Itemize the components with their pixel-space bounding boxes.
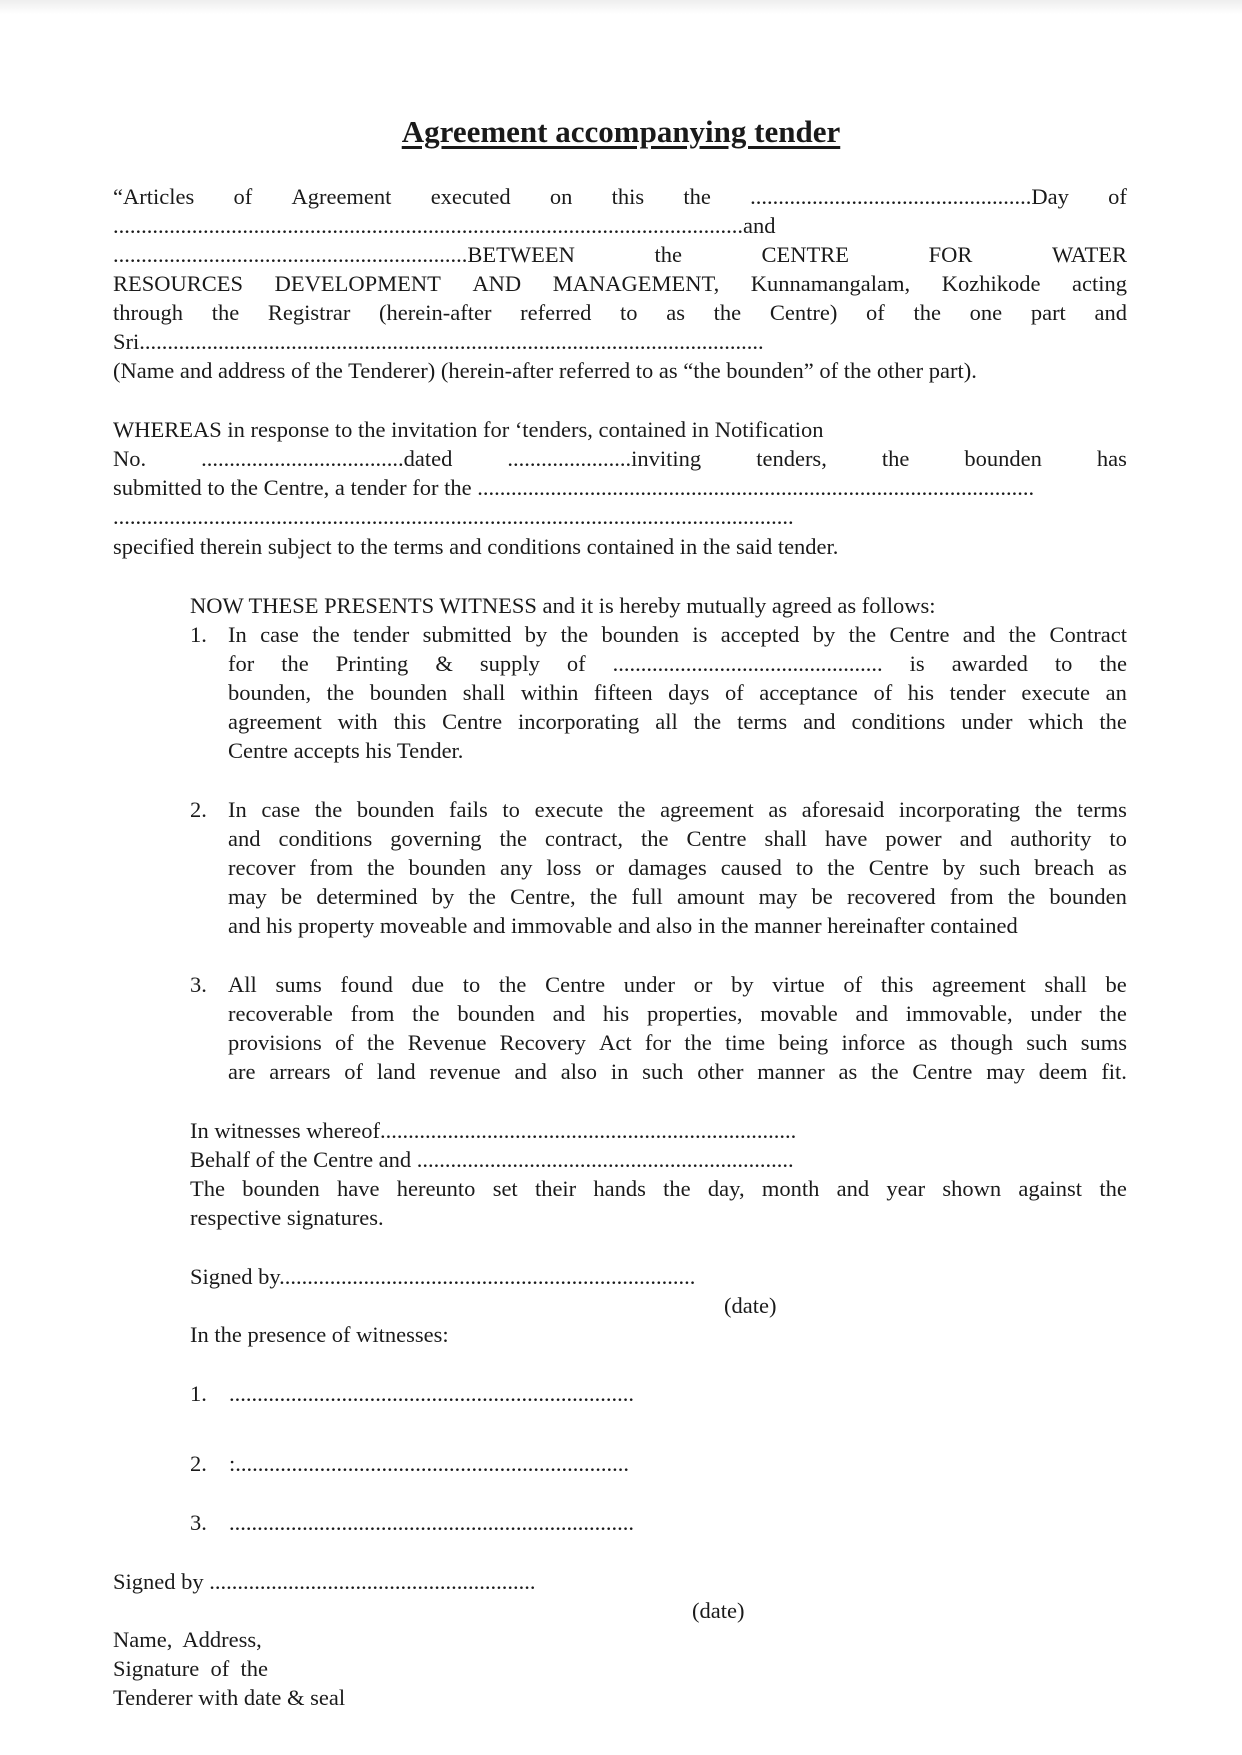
word: Act bbox=[599, 1030, 632, 1055]
word: the bbox=[881, 446, 910, 471]
word: properties, bbox=[646, 1001, 743, 1026]
word: of bbox=[843, 972, 863, 997]
clause-1-line-1 bbox=[228, 620, 1127, 649]
clause-2-line-4 bbox=[228, 882, 1127, 911]
witness-2-dots: :...................................................................... bbox=[229, 1451, 630, 1476]
word: bounden bbox=[601, 622, 679, 647]
word: set bbox=[492, 1176, 518, 1201]
word: bounden bbox=[369, 680, 448, 705]
word: No. bbox=[113, 446, 147, 471]
word: movable bbox=[760, 1001, 838, 1026]
word: have bbox=[336, 1176, 380, 1201]
word: “Articles bbox=[113, 184, 195, 209]
word: Centre, bbox=[510, 884, 576, 909]
word: all bbox=[655, 709, 678, 734]
word: such bbox=[1026, 1030, 1068, 1055]
word: ..................................................Day bbox=[750, 184, 1069, 209]
word: shall bbox=[1044, 972, 1087, 997]
word: In bbox=[228, 797, 247, 822]
word: Kozhikode bbox=[941, 271, 1041, 296]
clause-2-line-2 bbox=[228, 824, 1127, 853]
word: as bbox=[666, 300, 685, 325]
witnesses-whereof-line: In witnesses whereof.......................................................................... bbox=[190, 1118, 797, 1143]
word: the bbox=[1099, 1001, 1127, 1026]
word: by bbox=[431, 884, 455, 909]
footer-line-3: Tenderer with date & seal bbox=[113, 1685, 346, 1710]
word: virtue bbox=[772, 972, 825, 997]
witness-1-number: 1. bbox=[190, 1381, 207, 1406]
word: deem bbox=[1038, 1059, 1088, 1084]
word: within bbox=[520, 680, 579, 705]
word: MANAGEMENT, bbox=[552, 271, 720, 296]
word: accepted bbox=[720, 622, 800, 647]
word: or bbox=[595, 855, 615, 880]
word: the bbox=[1099, 651, 1127, 676]
word: Registrar bbox=[267, 300, 351, 325]
word: one bbox=[969, 300, 1003, 325]
word: which bbox=[1028, 709, 1084, 734]
word: arrears bbox=[269, 1059, 331, 1084]
word: Centre) bbox=[769, 300, 838, 325]
clause-1-line-4 bbox=[228, 707, 1127, 736]
word: agreement bbox=[932, 972, 1026, 997]
clause-2-line-5: and his property moveable and immovable and also in the manner hereinafter contained bbox=[228, 913, 1018, 938]
word: determined bbox=[316, 884, 418, 909]
clause-3-line-2 bbox=[228, 999, 1127, 1028]
word: case bbox=[260, 622, 299, 647]
word: power bbox=[885, 826, 942, 851]
word: Recovery bbox=[499, 1030, 586, 1055]
word: be bbox=[1105, 972, 1127, 997]
whereas-line-3: submitted to the Centre, a tender for the ................................................................................................... bbox=[113, 475, 1035, 500]
word: executed bbox=[430, 184, 511, 209]
word: RESOURCES bbox=[113, 271, 244, 296]
word: submitted bbox=[422, 622, 512, 647]
word: be bbox=[280, 884, 303, 909]
word: be bbox=[811, 884, 833, 909]
word: month bbox=[761, 1176, 820, 1201]
word: bounden bbox=[964, 446, 1042, 471]
word: ......................inviting bbox=[507, 446, 702, 471]
clause-2-line-3 bbox=[228, 853, 1127, 882]
word: the bbox=[498, 972, 527, 997]
word: conditions bbox=[851, 709, 946, 734]
word: from bbox=[350, 1001, 395, 1026]
whereas-line-5: specified therein subject to the terms and conditions contained in the said tender. bbox=[113, 534, 839, 559]
word: though bbox=[950, 1030, 1013, 1055]
word: by bbox=[812, 622, 836, 647]
word: an bbox=[1105, 680, 1127, 705]
word: and bbox=[959, 826, 993, 851]
witness-3-number: 3. bbox=[190, 1510, 207, 1535]
word: have bbox=[824, 826, 868, 851]
word: recoverable bbox=[228, 1001, 333, 1026]
word: and bbox=[836, 1176, 870, 1201]
preamble-line-7: (Name and address of the Tenderer) (herein-after referred to as “the bounden” of the other part). bbox=[113, 358, 977, 383]
word: to bbox=[502, 797, 520, 822]
word: the bbox=[713, 300, 742, 325]
word: as bbox=[918, 1030, 938, 1055]
word: WATER bbox=[1052, 242, 1127, 267]
word: bounden bbox=[242, 1176, 320, 1201]
word: this bbox=[880, 972, 914, 997]
word: as bbox=[1108, 855, 1127, 880]
word: (herein-after bbox=[379, 300, 492, 325]
word: inforce bbox=[841, 1030, 906, 1055]
word: provisions bbox=[228, 1030, 322, 1055]
word: incorporating bbox=[518, 709, 640, 734]
preamble-line-4 bbox=[113, 269, 1127, 298]
word: loss bbox=[546, 855, 582, 880]
word: the bbox=[499, 826, 527, 851]
word: time bbox=[725, 1030, 766, 1055]
word: the bbox=[641, 826, 669, 851]
word: immovable, bbox=[905, 1001, 1013, 1026]
word: conditions bbox=[278, 826, 373, 851]
word: as bbox=[768, 797, 788, 822]
word: terms bbox=[1076, 797, 1127, 822]
word: the bbox=[560, 622, 589, 647]
word: sums bbox=[1080, 1030, 1127, 1055]
word: is bbox=[909, 651, 925, 676]
word: as bbox=[838, 1059, 858, 1084]
word: the bbox=[617, 797, 646, 822]
word: to bbox=[1109, 826, 1127, 851]
word: bounden bbox=[356, 797, 435, 822]
word: the bbox=[684, 1030, 712, 1055]
word: the bbox=[913, 300, 941, 325]
word: ....................................dated bbox=[201, 446, 453, 471]
word: the bbox=[589, 884, 618, 909]
signed-by-line-2: Signed by .......................................................... bbox=[113, 1569, 536, 1594]
word: of bbox=[344, 1059, 364, 1084]
word: revenue bbox=[429, 1059, 501, 1084]
word: the bbox=[468, 884, 496, 909]
word: Kunnamangalam, bbox=[750, 271, 911, 296]
bounden-set-line bbox=[190, 1174, 1127, 1203]
word: recover bbox=[228, 855, 296, 880]
word: and bbox=[514, 1059, 547, 1084]
word: may bbox=[228, 884, 267, 909]
word: the bbox=[654, 242, 682, 267]
preamble-line-3 bbox=[113, 240, 1127, 269]
word: tender bbox=[949, 680, 1006, 705]
word: terms bbox=[737, 709, 788, 734]
word: tender bbox=[353, 622, 410, 647]
clause-2-number: 2. bbox=[190, 797, 207, 822]
word: on bbox=[549, 184, 573, 209]
word: or bbox=[693, 972, 713, 997]
word: supply bbox=[479, 651, 540, 676]
word: fifteen bbox=[593, 680, 653, 705]
signed-by-line-1: Signed by.......................................................................... bbox=[190, 1264, 696, 1289]
word: due bbox=[411, 972, 445, 997]
word: the bbox=[1034, 797, 1063, 822]
word: hands bbox=[593, 1176, 646, 1201]
preamble-line-5 bbox=[113, 298, 1127, 327]
word: for bbox=[644, 1030, 672, 1055]
word: AND bbox=[472, 271, 522, 296]
word: his bbox=[602, 1001, 630, 1026]
preamble-line-6: Sri............................................................................................................... bbox=[113, 329, 764, 354]
word: any bbox=[499, 855, 533, 880]
word: of bbox=[873, 680, 893, 705]
word: Centre bbox=[442, 709, 503, 734]
word: of bbox=[1108, 184, 1127, 209]
whereas-line-2 bbox=[113, 444, 1127, 473]
word: fails bbox=[449, 797, 488, 822]
clause-1-line-3 bbox=[228, 678, 1127, 707]
word: The bbox=[190, 1176, 225, 1201]
preamble-line-2: ................................................................................................................and bbox=[113, 213, 776, 238]
word: the bbox=[326, 680, 355, 705]
word: the bbox=[1008, 622, 1037, 647]
word: with bbox=[337, 709, 378, 734]
word: acceptance bbox=[759, 680, 858, 705]
word: full bbox=[631, 884, 663, 909]
behalf-line: Behalf of the Centre and ................................................................... bbox=[190, 1147, 794, 1172]
word: of bbox=[233, 184, 253, 209]
word: manner bbox=[757, 1059, 825, 1084]
presence-of-witnesses: In the presence of witnesses: bbox=[190, 1322, 449, 1347]
word: under bbox=[1030, 1001, 1082, 1026]
clause-3-line-3 bbox=[228, 1028, 1127, 1057]
word: case bbox=[261, 797, 301, 822]
witness-2-number: 2. bbox=[190, 1451, 207, 1476]
word: from bbox=[949, 884, 994, 909]
word: fit. bbox=[1101, 1059, 1127, 1084]
word: by bbox=[731, 972, 754, 997]
word: from bbox=[309, 855, 354, 880]
word: by bbox=[524, 622, 548, 647]
word: year bbox=[886, 1176, 926, 1201]
word: to bbox=[795, 855, 814, 880]
word: this bbox=[611, 184, 645, 209]
word: Contract bbox=[1049, 622, 1127, 647]
word: ...............................................................BETWEEN bbox=[113, 242, 575, 267]
word: damages bbox=[628, 855, 707, 880]
word: breach bbox=[1034, 855, 1095, 880]
witness-1-dots: ........................................................................ bbox=[229, 1381, 634, 1406]
word: their bbox=[534, 1176, 577, 1201]
word: bounden bbox=[408, 855, 487, 880]
word: under bbox=[623, 972, 675, 997]
word: ................................................ bbox=[612, 651, 883, 676]
word: also bbox=[560, 1059, 597, 1084]
word: execute bbox=[1021, 680, 1091, 705]
footer-line-1: Name, Address, bbox=[113, 1627, 262, 1652]
word: Centre bbox=[889, 622, 950, 647]
word: & bbox=[435, 651, 453, 676]
clause-2-line-1 bbox=[228, 795, 1127, 824]
clause-1-line-5: Centre accepts his Tender. bbox=[228, 738, 464, 763]
word: has bbox=[1096, 446, 1127, 471]
word: of bbox=[724, 680, 744, 705]
word: referred bbox=[520, 300, 592, 325]
word: the bbox=[848, 622, 877, 647]
word: this bbox=[393, 709, 427, 734]
word: caused bbox=[720, 855, 782, 880]
word: CENTRE bbox=[761, 242, 850, 267]
word: the bbox=[871, 1059, 899, 1084]
word: and bbox=[228, 826, 261, 851]
document-title: Agreement accompanying tender bbox=[401, 114, 841, 149]
word: FOR bbox=[928, 242, 973, 267]
word: the bbox=[412, 1001, 440, 1026]
date-label-2: (date) bbox=[692, 1598, 745, 1623]
word: Printing bbox=[335, 651, 409, 676]
word: of bbox=[866, 300, 885, 325]
word: the bbox=[367, 855, 395, 880]
word: of bbox=[566, 651, 586, 676]
word: and bbox=[552, 1001, 586, 1026]
word: amount bbox=[676, 884, 745, 909]
word: incorporating bbox=[898, 797, 1021, 822]
word: Centre bbox=[912, 1059, 973, 1084]
word: the bbox=[827, 855, 855, 880]
word: Agreement bbox=[291, 184, 392, 209]
word: shall bbox=[462, 680, 506, 705]
word: the bbox=[1099, 709, 1127, 734]
word: tenders, bbox=[756, 446, 827, 471]
word: aforesaid bbox=[801, 797, 885, 822]
word: agreement bbox=[228, 709, 322, 734]
word: are bbox=[228, 1059, 256, 1084]
word: awarded bbox=[951, 651, 1028, 676]
word: Centre bbox=[545, 972, 606, 997]
word: the bbox=[281, 651, 309, 676]
word: may bbox=[758, 884, 798, 909]
word: is bbox=[692, 622, 708, 647]
word: by bbox=[942, 855, 966, 880]
preamble-line-1 bbox=[113, 182, 1127, 211]
word: days bbox=[668, 680, 710, 705]
word: sums bbox=[275, 972, 322, 997]
word: the bbox=[312, 622, 340, 647]
word: against bbox=[1018, 1176, 1083, 1201]
word: in bbox=[610, 1059, 629, 1084]
word: In bbox=[228, 622, 247, 647]
word: the bbox=[1007, 884, 1036, 909]
word: Centre bbox=[686, 826, 747, 851]
word: under bbox=[961, 709, 1013, 734]
word: and bbox=[855, 1001, 889, 1026]
word: land bbox=[376, 1059, 416, 1084]
word: the bbox=[693, 709, 722, 734]
word: and bbox=[962, 622, 996, 647]
word: authority bbox=[1010, 826, 1092, 851]
footer-line-2: Signature of the bbox=[113, 1656, 268, 1681]
word: agreement bbox=[660, 797, 754, 822]
word: All bbox=[228, 972, 257, 997]
word: shown bbox=[942, 1176, 1002, 1201]
word: Centre bbox=[868, 855, 929, 880]
clause-3-number: 3. bbox=[190, 972, 207, 997]
clause-3-line-4 bbox=[228, 1057, 1127, 1086]
word: hereunto bbox=[396, 1176, 476, 1201]
whereas-line-1: WHEREAS in response to the invitation for ‘tenders, contained in Notification bbox=[113, 417, 824, 442]
word: such bbox=[979, 855, 1021, 880]
word: and bbox=[1094, 300, 1127, 325]
word: Revenue bbox=[407, 1030, 487, 1055]
clause-1-line-2 bbox=[228, 649, 1127, 678]
word: bounden bbox=[1049, 884, 1127, 909]
word: DEVELOPMENT bbox=[274, 271, 441, 296]
word: part bbox=[1030, 300, 1066, 325]
word: other bbox=[697, 1059, 744, 1084]
word: execute bbox=[534, 797, 604, 822]
word: such bbox=[642, 1059, 684, 1084]
clause-1-number: 1. bbox=[190, 622, 207, 647]
word: and bbox=[803, 709, 836, 734]
word: shall bbox=[764, 826, 807, 851]
word: to bbox=[1054, 651, 1073, 676]
date-label-1: (date) bbox=[724, 1293, 777, 1318]
whereas-line-4: ......................................................................................................................... bbox=[113, 504, 794, 529]
word: bounden bbox=[457, 1001, 535, 1026]
word: acting bbox=[1072, 271, 1127, 296]
word: found bbox=[340, 972, 393, 997]
word: being bbox=[778, 1030, 829, 1055]
word: the bbox=[314, 797, 343, 822]
word: the bbox=[1099, 1176, 1127, 1201]
word: to bbox=[620, 300, 638, 325]
word: the bbox=[211, 300, 240, 325]
word: for bbox=[228, 651, 255, 676]
word: to bbox=[462, 972, 481, 997]
word: contract, bbox=[544, 826, 624, 851]
clause-3-line-1 bbox=[228, 970, 1127, 999]
witness-intro: NOW THESE PRESENTS WITNESS and it is hereby mutually agreed as follows: bbox=[190, 593, 936, 618]
witness-3-dots: ........................................................................ bbox=[229, 1510, 634, 1535]
word: his bbox=[907, 680, 935, 705]
word: the bbox=[366, 1030, 395, 1055]
word: the bbox=[663, 1176, 691, 1201]
word: day, bbox=[707, 1176, 745, 1201]
word: the bbox=[683, 184, 711, 209]
respective-signatures-line: respective signatures. bbox=[190, 1205, 384, 1230]
word: may bbox=[986, 1059, 1025, 1084]
word: through bbox=[113, 300, 183, 325]
word: recovered bbox=[846, 884, 936, 909]
word: bounden, bbox=[228, 680, 312, 705]
word: governing bbox=[390, 826, 482, 851]
word: of bbox=[335, 1030, 354, 1055]
